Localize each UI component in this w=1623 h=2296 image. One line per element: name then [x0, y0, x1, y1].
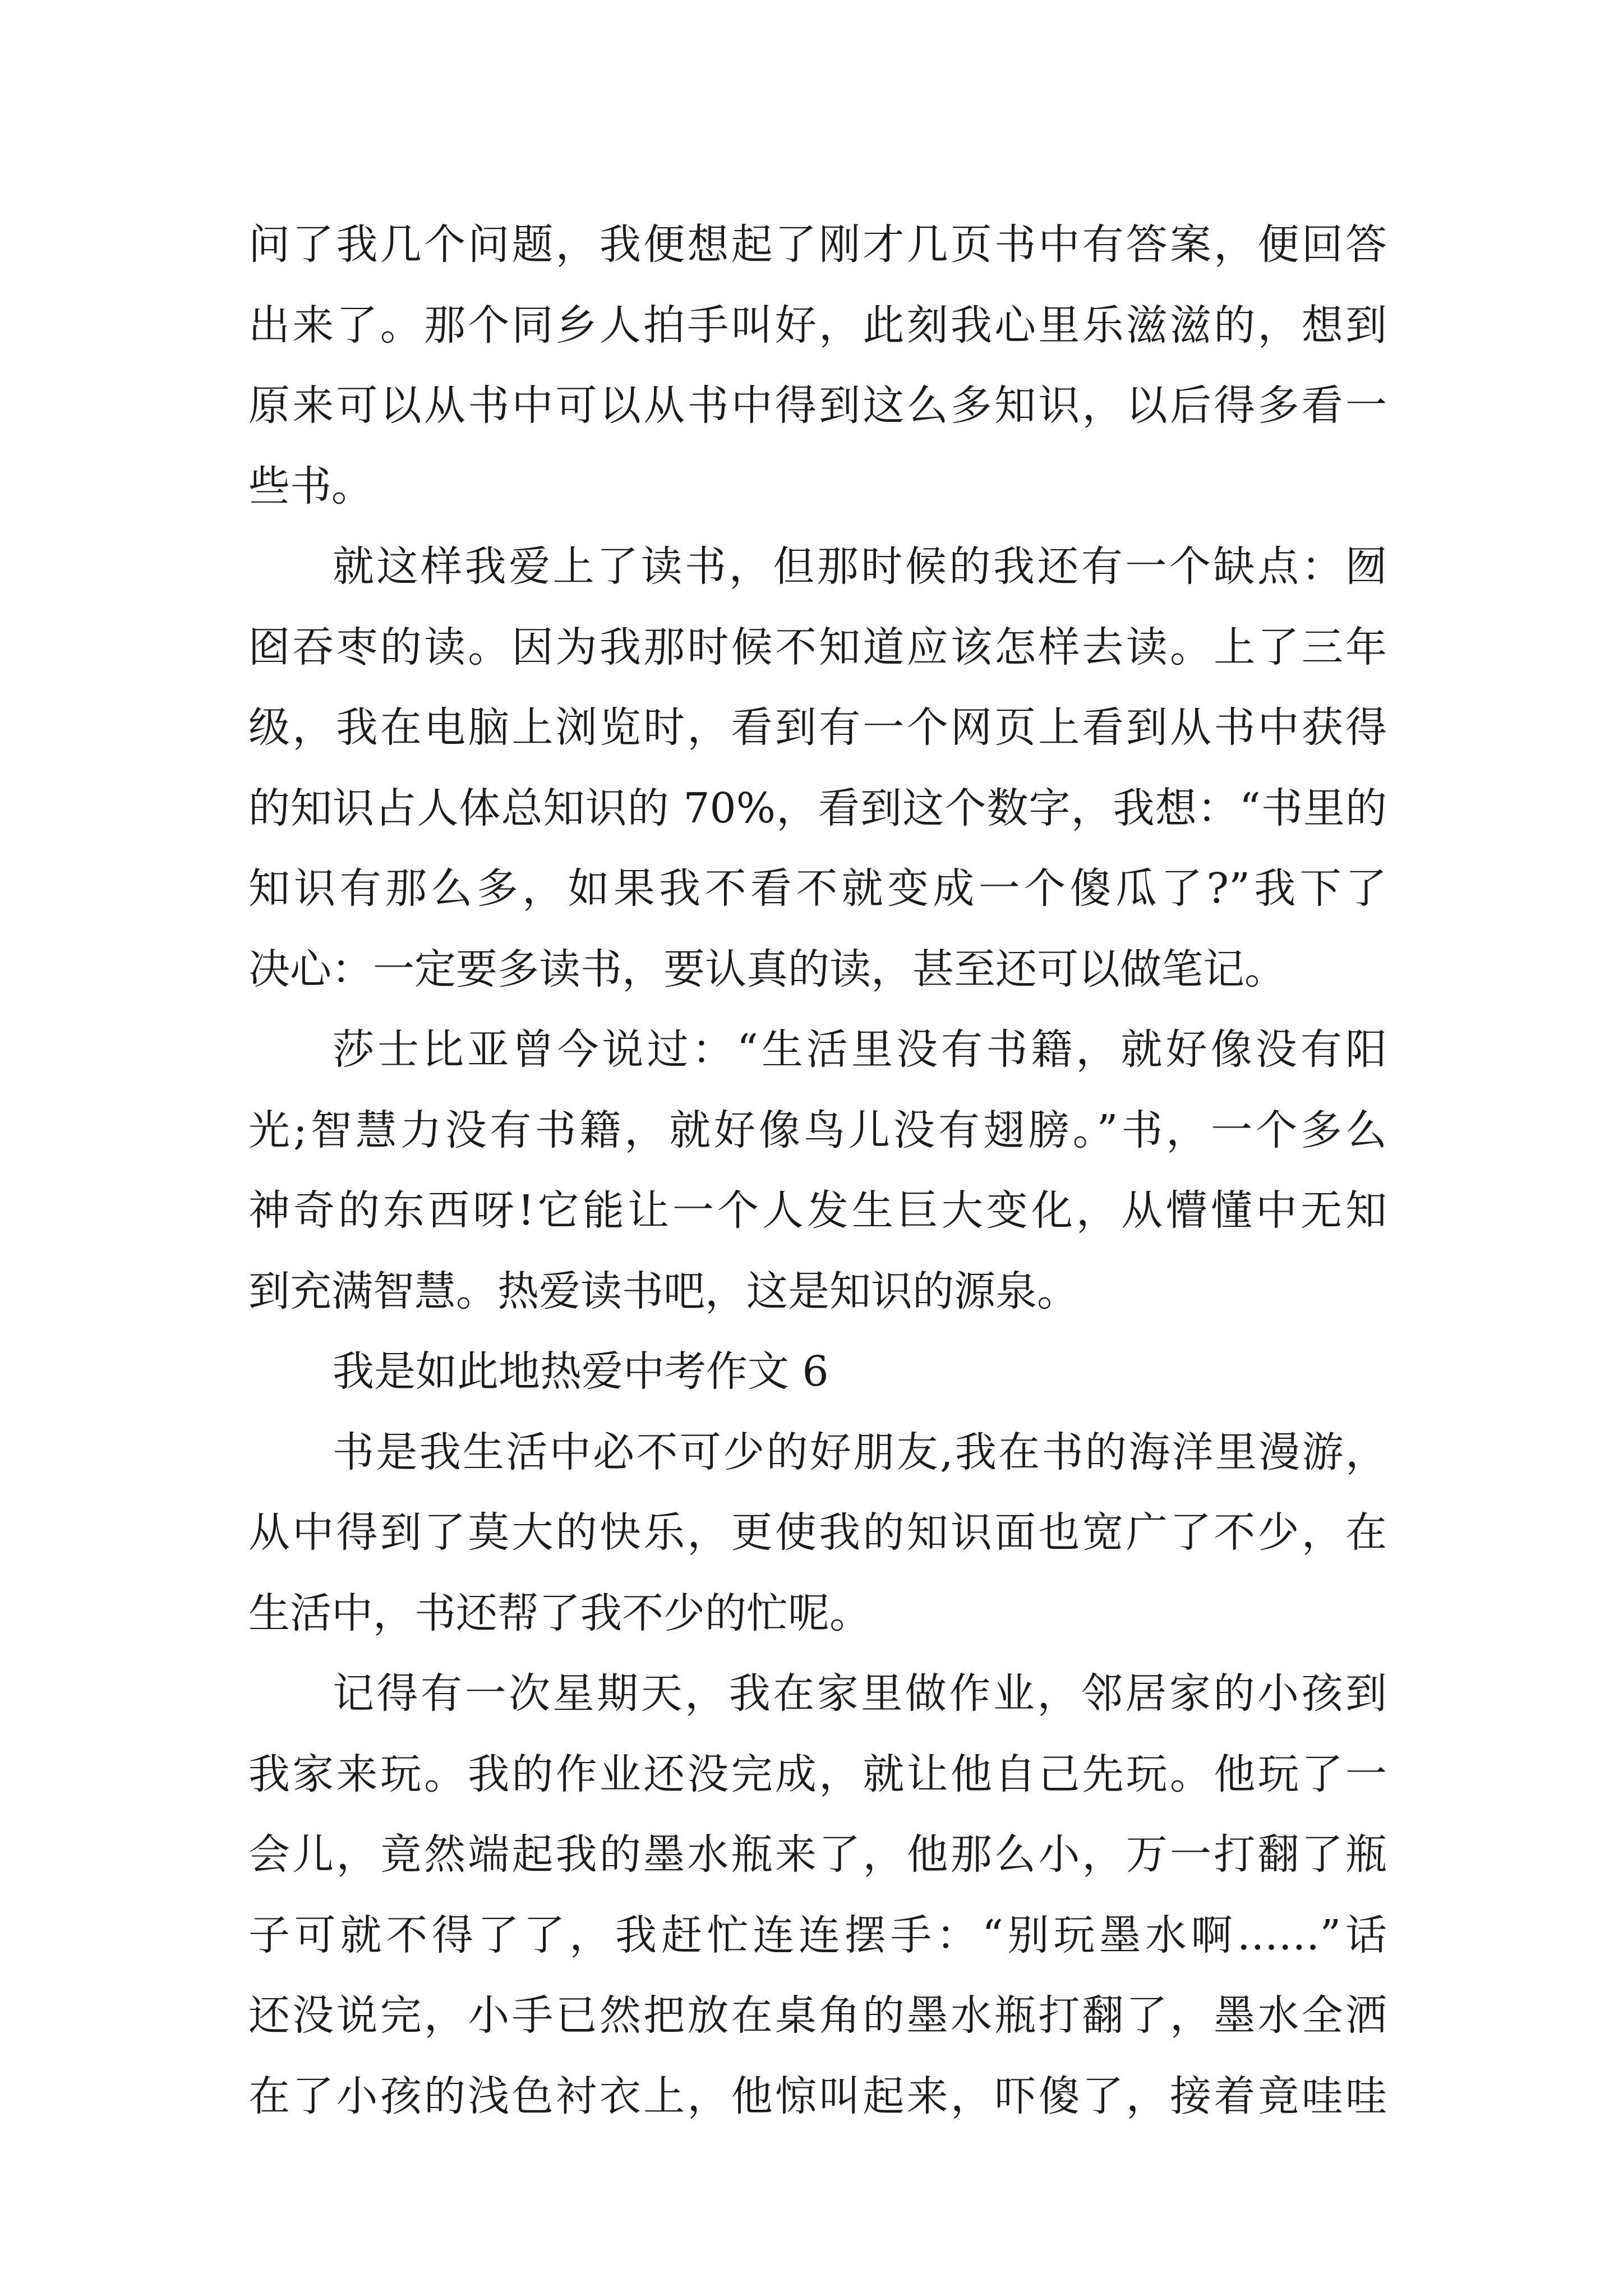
text-line: 会儿，竟然端起我的墨水瓶来了，他那么小，万一打翻了瓶	[248, 1830, 1387, 1879]
section-heading: 我是如此地热爱中考作文 6	[333, 1347, 829, 1396]
text-line: 生活中，书还帮了我不少的忙呢。	[248, 1589, 871, 1637]
text-line: 我家来玩。我的作业还没完成，就让他自己先玩。他玩了一	[248, 1750, 1387, 1798]
text-line: 在了小孩的浅色衬衣上，他惊叫起来，吓傻了，接着竟哇哇	[248, 2072, 1387, 2120]
text-line: 问了我几个问题，我便想起了刚才几页书中有答案，便回答	[248, 220, 1387, 269]
text-line: 原来可以从书中可以从书中得到这么多知识，以后得多看一	[248, 381, 1387, 430]
text-line: 记得有一次星期天，我在家里做作业，邻居家的小孩到	[333, 1669, 1387, 1718]
text-line: 莎士比亚曾今说过：“生活里没有书籍，就好像没有阳	[333, 1025, 1387, 1074]
text-line: 知识有那么多，如果我不看不就变成一个傻瓜了?”我下了	[248, 864, 1387, 913]
text-line: 书是我生活中必不可少的好朋友,我在书的海洋里漫游，	[333, 1428, 1387, 1476]
text-line: 囵吞枣的读。因为我那时候不知道应该怎样去读。上了三年	[248, 623, 1387, 671]
body-text	[248, 205, 1387, 2137]
text-line: 光;智慧力没有书籍，就好像鸟儿没有翅膀。”书，一个多么	[248, 1106, 1387, 1154]
text-line: 还没说完，小手已然把放在桌角的墨水瓶打翻了，墨水全洒	[248, 1991, 1387, 2040]
text-line: 就这样我爱上了读书，但那时候的我还有一个缺点：囫	[333, 542, 1387, 591]
text-line: 级，我在电脑上浏览时，看到有一个网页上看到从书中获得	[248, 703, 1387, 752]
text-line: 出来了。那个同乡人拍手叫好，此刻我心里乐滋滋的，想到	[248, 301, 1387, 349]
text-line: 些书。	[248, 462, 373, 510]
text-line: 到充满智慧。热爱读书吧，这是知识的源泉。	[248, 1267, 1078, 1315]
text-line: 神奇的东西呀!它能让一个人发生巨大变化，从懵懂中无知	[248, 1186, 1387, 1235]
text-line: 决心：一定要多读书，要认真的读，甚至还可以做笔记。	[248, 945, 1286, 993]
text-line: 的知识占人体总知识的 70%，看到这个数字，我想：“书里的	[248, 784, 1387, 832]
text-line: 子可就不得了了，我赶忙连连摆手：“别玩墨水啊……”话	[248, 1911, 1387, 1959]
text-line: 从中得到了莫大的快乐，更使我的知识面也宽广了不少，在	[248, 1508, 1387, 1557]
